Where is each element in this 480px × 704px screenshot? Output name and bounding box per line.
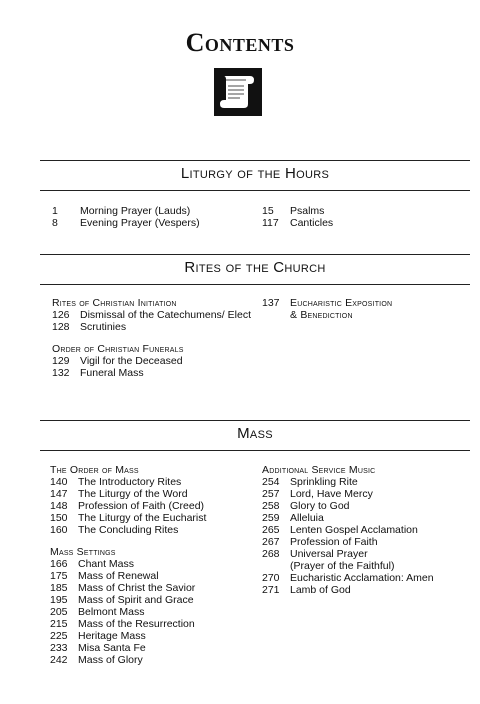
- page-number: 140: [50, 476, 68, 488]
- page-number: 215: [50, 618, 68, 630]
- page-number: 268: [262, 548, 280, 560]
- toc-entry[interactable]: [52, 309, 255, 321]
- page-number: 257: [262, 488, 280, 500]
- entry-title: Dismissal of the Catechumens/ Elect: [80, 309, 251, 321]
- hours-right-list: [262, 205, 333, 229]
- toc-entry[interactable]: [262, 217, 333, 229]
- subsection-heading: Rites of Christian Initiation: [52, 297, 177, 309]
- toc-entry[interactable]: [50, 582, 206, 594]
- rule: [40, 450, 470, 451]
- entry-title: Eucharistic Acclamation: Amen: [290, 572, 434, 584]
- entry-title: Vigil for the Deceased: [80, 355, 183, 367]
- toc-entry[interactable]: [52, 367, 255, 379]
- subsection-heading: Order of Christian Funerals: [52, 343, 184, 355]
- page-number: 8: [52, 217, 58, 229]
- entry-title: Sprinkling Rite: [290, 476, 358, 488]
- toc-entry[interactable]: [50, 654, 206, 666]
- entry-title: Alleluia: [290, 512, 324, 524]
- rule: [40, 420, 470, 421]
- toc-entry[interactable]: [262, 488, 434, 500]
- toc-entry[interactable]: [262, 297, 392, 321]
- page-number: 166: [50, 558, 68, 570]
- rule: [40, 284, 470, 285]
- page-number: 126: [52, 309, 70, 321]
- toc-entry[interactable]: [262, 500, 434, 512]
- entry-title: Profession of Faith (Creed): [78, 500, 205, 512]
- rites-heading: Rites of the Church: [184, 259, 326, 276]
- hours-section-header: [40, 160, 470, 184]
- toc-entry[interactable]: [52, 355, 255, 367]
- toc-entry[interactable]: [262, 512, 434, 524]
- toc-entry[interactable]: [52, 205, 200, 217]
- toc-entry[interactable]: [262, 524, 434, 536]
- entry-title: Chant Mass: [78, 558, 135, 570]
- entry-title: Lord, Have Mercy: [290, 488, 373, 500]
- toc-entry[interactable]: [50, 500, 206, 512]
- entry-title: Universal Prayer: [290, 548, 368, 560]
- page-number: 265: [262, 524, 280, 536]
- page-number: 225: [50, 630, 68, 642]
- page-number: 148: [50, 500, 68, 512]
- page-number: 195: [50, 594, 68, 606]
- page-number: 185: [50, 582, 68, 594]
- page-number: 271: [262, 584, 280, 596]
- mass-right-column: [262, 464, 434, 596]
- entry-title: The Concluding Rites: [78, 524, 179, 536]
- entry-title: Profession of Faith: [290, 536, 378, 548]
- rule: [40, 160, 470, 161]
- entry-title: Evening Prayer (Vespers): [80, 217, 200, 229]
- subsection-heading: The Order of Mass: [50, 464, 139, 476]
- page-number: 259: [262, 512, 280, 524]
- entry-title-line: & Benediction: [290, 309, 353, 321]
- scroll-icon: [214, 68, 262, 116]
- page-number: 1: [52, 205, 58, 217]
- subsection-heading: Additional Service Music: [262, 464, 376, 476]
- mass-heading: Mass: [237, 425, 273, 442]
- page-number: 117: [262, 217, 279, 229]
- entry-title-line: Eucharistic Exposition: [290, 297, 393, 309]
- hours-heading: Liturgy of the Hours: [180, 165, 330, 182]
- toc-entry[interactable]: [262, 536, 434, 548]
- page-number: 267: [262, 536, 280, 548]
- page-number: 205: [50, 606, 68, 618]
- rites-section-header: [40, 254, 470, 278]
- page-title: Contents: [185, 28, 295, 57]
- page-number: 147: [50, 488, 68, 500]
- toc-entry[interactable]: [50, 488, 206, 500]
- page-number: 233: [50, 642, 68, 654]
- subsection-heading: Mass Settings: [50, 546, 116, 558]
- toc-entry[interactable]: [50, 606, 206, 618]
- entry-title: Morning Prayer (Lauds): [80, 205, 191, 217]
- toc-entry[interactable]: [50, 570, 206, 582]
- mass-section-header: [40, 420, 470, 444]
- hours-left-list: [52, 205, 200, 229]
- entry-title: The Introductory Rites: [78, 476, 182, 488]
- entry-title: Canticles: [290, 217, 334, 229]
- entry-title: Heritage Mass: [78, 630, 146, 642]
- entry-title: Funeral Mass: [80, 367, 144, 379]
- rites-left-column: [52, 297, 255, 379]
- page-number: 160: [50, 524, 68, 536]
- rule: [40, 254, 470, 255]
- rites-right-column: [262, 297, 392, 321]
- page-number: 175: [50, 570, 68, 582]
- toc-entry[interactable]: [50, 512, 206, 524]
- page-number: 150: [50, 512, 68, 524]
- page-number: 258: [262, 500, 280, 512]
- toc-entry[interactable]: [50, 618, 206, 630]
- entry-title: Scrutinies: [80, 321, 127, 333]
- toc-entry[interactable]: [50, 594, 206, 606]
- toc-entry[interactable]: [262, 205, 333, 217]
- page-number: 137: [262, 297, 280, 309]
- entry-title: [290, 297, 392, 321]
- page-number: 270: [262, 572, 280, 584]
- toc-entry[interactable]: [50, 558, 206, 570]
- page-number: 132: [52, 367, 70, 379]
- entry-title: Misa Santa Fe: [78, 642, 146, 654]
- toc-entry[interactable]: [50, 476, 206, 488]
- entry-title: The Liturgy of the Word: [78, 488, 188, 500]
- page-number: 254: [262, 476, 280, 488]
- entry-title: Mass of Christ the Savior: [78, 582, 196, 594]
- toc-entry[interactable]: [50, 630, 206, 642]
- toc-entry[interactable]: [262, 572, 434, 584]
- toc-entry[interactable]: [50, 524, 206, 536]
- page-number: 129: [52, 355, 70, 367]
- rule: [40, 190, 470, 191]
- entry-title: Belmont Mass: [78, 606, 145, 618]
- toc-entry[interactable]: [262, 584, 434, 596]
- entry-title: (Prayer of the Faithful): [290, 560, 395, 572]
- entry-title: Mass of Glory: [78, 654, 143, 666]
- entry-title: Mass of the Resurrection: [78, 618, 195, 630]
- entry-title: Lenten Gospel Acclamation: [290, 524, 418, 536]
- entry-title: Mass of Renewal: [78, 570, 159, 582]
- entry-title: The Liturgy of the Eucharist: [78, 512, 207, 524]
- mass-left-column: [50, 464, 206, 666]
- toc-entry[interactable]: [52, 321, 255, 333]
- toc-entry[interactable]: [52, 217, 200, 229]
- entry-title: Psalms: [290, 205, 325, 217]
- toc-entry[interactable]: [262, 560, 434, 572]
- toc-entry[interactable]: [262, 548, 434, 560]
- toc-entry[interactable]: [262, 476, 434, 488]
- toc-entry[interactable]: [50, 642, 206, 654]
- page-number: 15: [262, 205, 274, 217]
- entry-title: Glory to God: [290, 500, 350, 512]
- entry-title: Mass of Spirit and Grace: [78, 594, 194, 606]
- entry-title: Lamb of God: [290, 584, 351, 596]
- page-number: [262, 560, 290, 572]
- page-number: 128: [52, 321, 70, 333]
- page-number: 242: [50, 654, 68, 666]
